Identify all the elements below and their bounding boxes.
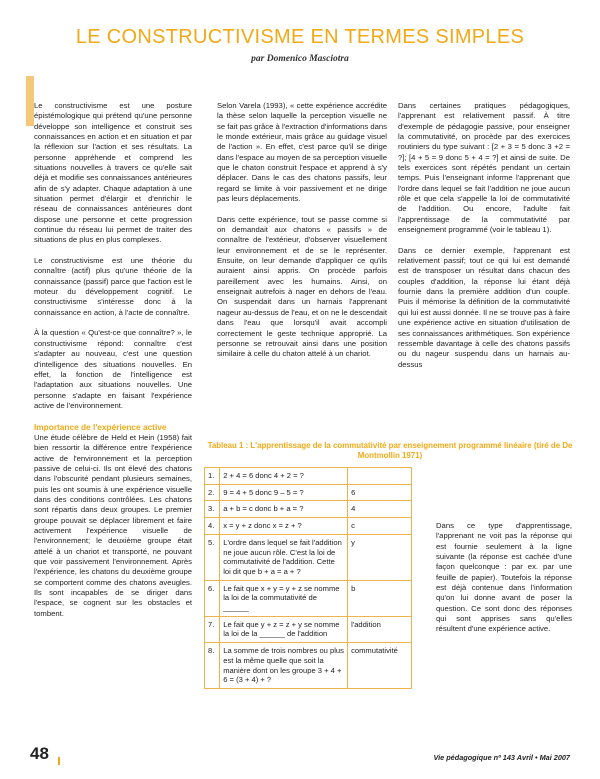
sidebar-paragraph: Dans ce type d'apprentissage, l'apprenant ne voit pas la réponse qui est fournie seulement à la ligne suivante (la réponse est cachée d'une façon quelconque : par ex. par une feuille de papier). Toutefois la réponse est déjà contenue dans l'information qu'on lui donne avant de poser la question. Ce sont donc des réponses qui sont apprises sans qu'elles résultent d'une expérience active. bbox=[436, 521, 572, 634]
row-number: 5. bbox=[205, 534, 220, 580]
table-row bbox=[205, 616, 412, 642]
commutativity-table bbox=[204, 467, 412, 689]
table-row bbox=[205, 468, 412, 485]
publication-footer: Vie pédagogique nº 143 Avril • Mai 2007 bbox=[433, 753, 570, 762]
row-answer: b bbox=[348, 580, 412, 616]
table-row bbox=[205, 580, 412, 616]
row-question: Le fait que x + y = y + z se nomme la loi de la commutativité de ______ bbox=[220, 580, 348, 616]
row-answer bbox=[348, 468, 412, 485]
row-question: La somme de trois nombres ou plus est la même quelle que soit la manière dont on les groupe 3 + 4 + 6 = (3 + 4) + ? bbox=[220, 643, 348, 689]
row-number: 2. bbox=[205, 484, 220, 501]
paragraph: Selon Varela (1993), « cette expérience accrédite la thèse selon laquelle la perception visuelle ne se fait pas grâce à l'extraction d'informations dans le monde extérieur, mais grâce au guidage visuel de l'action ». En effet, c'est parce qu'il se dirige dans l'espace au moyen de sa perception visuelle que le chaton construit l'espace et apprend à s'y déplacer. Dans le cas des chatons passifs, leur regard se limite à voir passivement et ne dirige pas leurs déplacements. bbox=[217, 101, 388, 204]
section-heading: Importance de l'expérience active bbox=[34, 421, 167, 432]
article-byline: par Domenico Masciotra bbox=[251, 54, 349, 64]
row-question: Le fait que y + z = z + y se nomme la loi de la ______ de l'addition bbox=[220, 616, 348, 642]
paragraph: Le constructivisme est une posture épistémologique qui prétend qu'une personne développe son intelligence et construit ses connaissances en action et en situation et par la réflexion sur l'action et ses résultats. La personne appréhende et comprend les situations nouvelles à travers ce qu'elle sait déjà et modifie ses connaissances antérieures afin de s'y adapter. Chaque adaptation à une situation permet d'élargir et d'enrichir le réseau de connaissances antérieures dont dispose une personne et cette progression continue du réseau lui permet de traiter des situations de plus en plus complexes. bbox=[34, 101, 192, 245]
row-question: x = y + z donc x = z + ? bbox=[220, 518, 348, 535]
row-answer: c bbox=[348, 518, 412, 535]
table-row bbox=[205, 501, 412, 518]
row-number: 8. bbox=[205, 643, 220, 689]
paragraph: Dans certaines pratiques pédagogiques, l'apprenant est relativement passif. À titre d'exemple de pédagogie passive, pour enseigner la commutativité, on procède par des exercices routiniers du type suivant : [2 + 3 = 5 donc 3 +2 = ?]; [4 + 5 = 9 donc 5 + 4 = ?] et ainsi de suite. De tels exercices sont répétés pendant un certain temps. Puis l'enseignant informe l'apprenant que l'ordre dans lequel se fait l'addition ne joue aucun rôle et que cela s'appelle la loi de commutativité de l'addition. Ou encore, l'adulte fait l'apprentissage de la commutativité par enseignement programmé (voir le tableau 1). bbox=[398, 101, 570, 235]
row-answer: commutativité bbox=[348, 643, 412, 689]
row-number: 1. bbox=[205, 468, 220, 485]
page-number: 48 bbox=[30, 744, 49, 763]
paragraph: Une étude célèbre de Held et Hein (1958) fait bien ressortir la différence entre l'expérience active de l'environnement et la perception passive de celui-ci. Ils ont élevé des chatons dans l'obscurité pendant plusieurs semaines, puis les ont soumis à une expérience visuelle dans des conditions contrôlées. Les chatons sont répartis dans deux groupes. Le premier groupe pouvait se déplacer librement et faire activement l'expérience visuelle de l'environnement; le deuxième groupe était attelé à un chariot et transporté, ne pouvant que voir passivement l'environnement. Après l'expérience, les chatons du deuxième groupe se comportent comme des chatons aveugles. Ils sont incapables de se diriger dans l'espace, se cognent sur les obstacles et tombent. bbox=[34, 432, 192, 618]
table-row bbox=[205, 518, 412, 535]
column-3 bbox=[398, 101, 570, 380]
paragraph: À la question « Qu'est-ce que connaître? », le constructivisme répond: connaître c'est s'adapter au nouveau, c'est une question d'intelligence des situations nouvelles. En effet, la fonction de l'intelligence est l'adaptation aux situations nouvelles. Une personne s'adapte en faisant l'expérience active de l'environnement. bbox=[34, 328, 192, 410]
table-row bbox=[205, 484, 412, 501]
row-answer: 6 bbox=[348, 484, 412, 501]
row-answer: l'addition bbox=[348, 616, 412, 642]
row-answer: y bbox=[348, 534, 412, 580]
row-number: 6. bbox=[205, 580, 220, 616]
article-title: LE CONSTRUCTIVISME EN TERMES SIMPLES bbox=[75, 26, 525, 48]
table-row bbox=[205, 534, 412, 580]
row-number: 4. bbox=[205, 518, 220, 535]
row-question: a + b = c donc b + a = ? bbox=[220, 501, 348, 518]
paragraph: Le constructivisme est une théorie du connaître (actif) plus qu'une théorie de la connaissance (passif) parce que l'action est le moteur du développement cognitif. Le constructivisme s'intéresse donc à la connaissance en action, à l'acte de connaître. bbox=[34, 256, 192, 317]
row-question: 9 = 4 + 5 donc 9 – 5 = ? bbox=[220, 484, 348, 501]
footer-divider bbox=[58, 757, 60, 765]
decorative-margin-bar bbox=[26, 76, 34, 126]
paragraph: Dans ce dernier exemple, l'apprenant est relativement passif; tout ce qui lui est demandé est de transposer un résultat dans chacun des couples d'addition, la réponse lui étant déjà fournie dans la première addition d'un couple. Puis il mémorise la définition de la commutativité qui lui est aussi donnée. Il ne se trouve pas à faire une expérience active en situation d'utilisation de ses connaissances arithmétiques. Son expérience ressemble davantage à celle des chatons passifs ou du nageur suspendu dans un harnais au-dessus bbox=[398, 245, 570, 369]
column-2 bbox=[217, 101, 387, 370]
column-1 bbox=[34, 101, 192, 629]
table-row bbox=[205, 643, 412, 689]
row-answer: 4 bbox=[348, 501, 412, 518]
table-caption: Tableau 1 : L'apprentissage de la commutativité par enseignement programmé linéaire (tiré de De Montmollin 1971) bbox=[207, 441, 573, 460]
row-number: 3. bbox=[205, 501, 220, 518]
row-question: 2 + 4 = 6 donc 4 + 2 = ? bbox=[220, 468, 348, 485]
row-number: 7. bbox=[205, 616, 220, 642]
paragraph: Dans cette expérience, tout se passe comme si on demandait aux chatons « passifs » de connaître de l'extérieur, d'observer visuellement leur environnement et de se le représenter. Ensuite, on leur demande d'appliquer ce qu'ils auraient ainsi appris. On procède parfois pareillement avec les humains. Ainsi, on enseignait autrefois à nager en dehors de l'eau. On suspendait dans un harnais l'apprenant nageur au-dessus de l'eau, et on ne le descendait dans l'eau que lorsqu'il avait accompli correctement le geste technique approprié. La personne se retrouvait ainsi dans une position similaire à celle du chaton attelé à un chariot. bbox=[217, 214, 387, 359]
row-question: L'ordre dans lequel se fait l'addition ne joue aucun rôle. C'est la loi de commutativité de l'addition. Cette loi dit que b + a = a + ? bbox=[220, 534, 348, 580]
